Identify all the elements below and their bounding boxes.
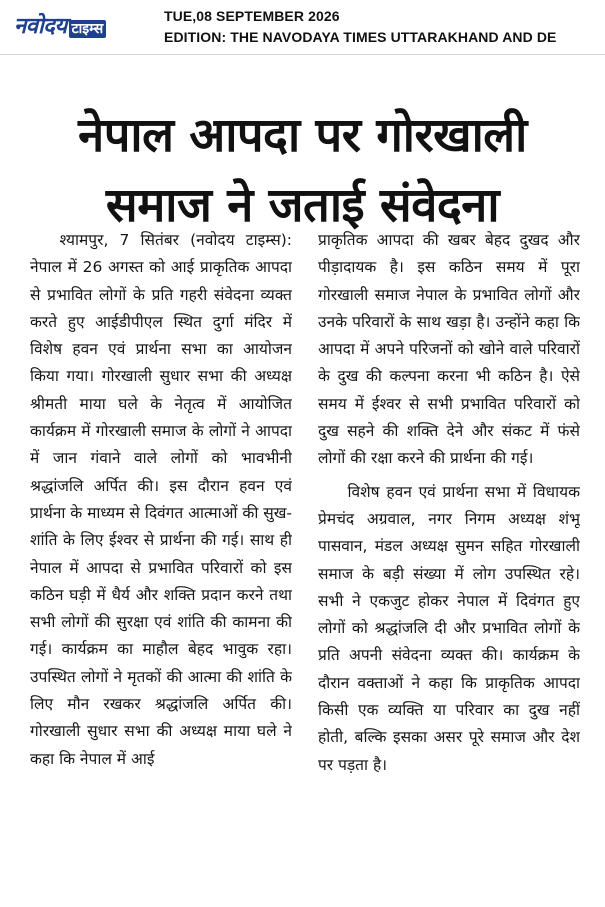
- article-paragraph-continued: प्राकृतिक आपदा की खबर बेहद दुखद और पीड़ादायक है। इस कठिन समय में पूरा गोरखाली समाज नेपाल के प्रभावित लोगों और उनके परिवारों के साथ खड़ा है। उन्होंने कहा कि आपदा में अपने परिजनों को खोने वाले परिवारों के दुख की कल्पना करना भी कठिन है। ऐसे समय में ईश्वर से सभी प्रभावित परिवारों को दुख सहने की शक्ति देने और संकट में फंसे लोगों की रक्षा करने की प्रार्थना की गई।: [318, 231, 580, 468]
- edition-name: EDITION: THE NAVODAYA TIMES UTTARAKHAND AND DE: [164, 29, 557, 45]
- article-paragraph: श्यामपुर, 7 सितंबर (नवोदय टाइम्स): नेपाल में 26 अगस्त को आई प्राकृतिक आपदा से प्रभावित लोगों के प्रति गहरी संवेदना व्यक्त करते हुए आईडीपीएल स्थित दुर्गा मंदिर में विशेष हवन एवं प्रार्थना सभा का आयोजन किया गया। गोरखाली सुधार सभा की अध्यक्ष श्रीमती माया घले के नेतृत्व में आयोजित कार्यक्रम में गोरखाली समाज के लोगों ने आपदा में जान गंवाने वाले लोगों को भावभीनी श्रद्धांजलि अर्पित की। इस दौरान हवन एवं प्रार्थना के माध्यम से दिवंगत आत्माओं की सुख-शांति के लिए ईश्वर से प्रार्थना की गई। साथ ही नेपाल में आपदा से प्रभावित परिवारों को इस कठिन घड़ी में धैर्य और शक्ति प्रदान करने तथा सभी लोगों की सुरक्षा एवं शांति की कामना की गई। कार्यक्रम का माहौल बेहद भावुक रहा। उपस्थित लोगों ने मृतकों की आत्मा की शांति के लिए मौन रखकर श्रद्धांजलि अर्पित की। गोरखाली सुधार सभा की अध्यक्ष माया घले ने कहा कि नेपाल में आई: [30, 231, 292, 768]
- article-column-left: [30, 227, 292, 897]
- masthead: [0, 0, 605, 52]
- article-headline: [0, 101, 605, 241]
- newspaper-logo: [14, 10, 106, 39]
- masthead-divider: [0, 54, 605, 55]
- logo-sub-text: टाइम्स: [69, 20, 107, 38]
- headline-line-2: समाज ने जताई संवेदना: [105, 178, 500, 234]
- article-column-right: [318, 227, 580, 897]
- logo-main-text: नवोदय: [14, 14, 67, 39]
- edition-date: TUE,08 SEPTEMBER 2026: [164, 8, 340, 24]
- article-paragraph: विशेष हवन एवं प्रार्थना सभा में विधायक प्रेमचंद अग्रवाल, नगर निगम अध्यक्ष शंभू पासवान, मंडल अध्यक्ष सुमन सहित गोरखाली समाज के बड़ी संख्या में लोग उपस्थित रहे। सभी ने एकजुट होकर नेपाल में दिवंगत हुए लोगों को श्रद्धांजलि दी और प्रभावित लोगों के प्रति अपनी संवेदना व्यक्त की। कार्यक्रम के दौरान वक्ताओं ने कहा कि प्राकृतिक आपदा किसी एक व्यक्ति या परिवार का दुख नहीं होती, बल्कि इसका असर पूरे समाज और देश पर पड़ता है।: [318, 482, 580, 774]
- headline-line-1: नेपाल आपदा पर गोरखाली: [78, 108, 527, 164]
